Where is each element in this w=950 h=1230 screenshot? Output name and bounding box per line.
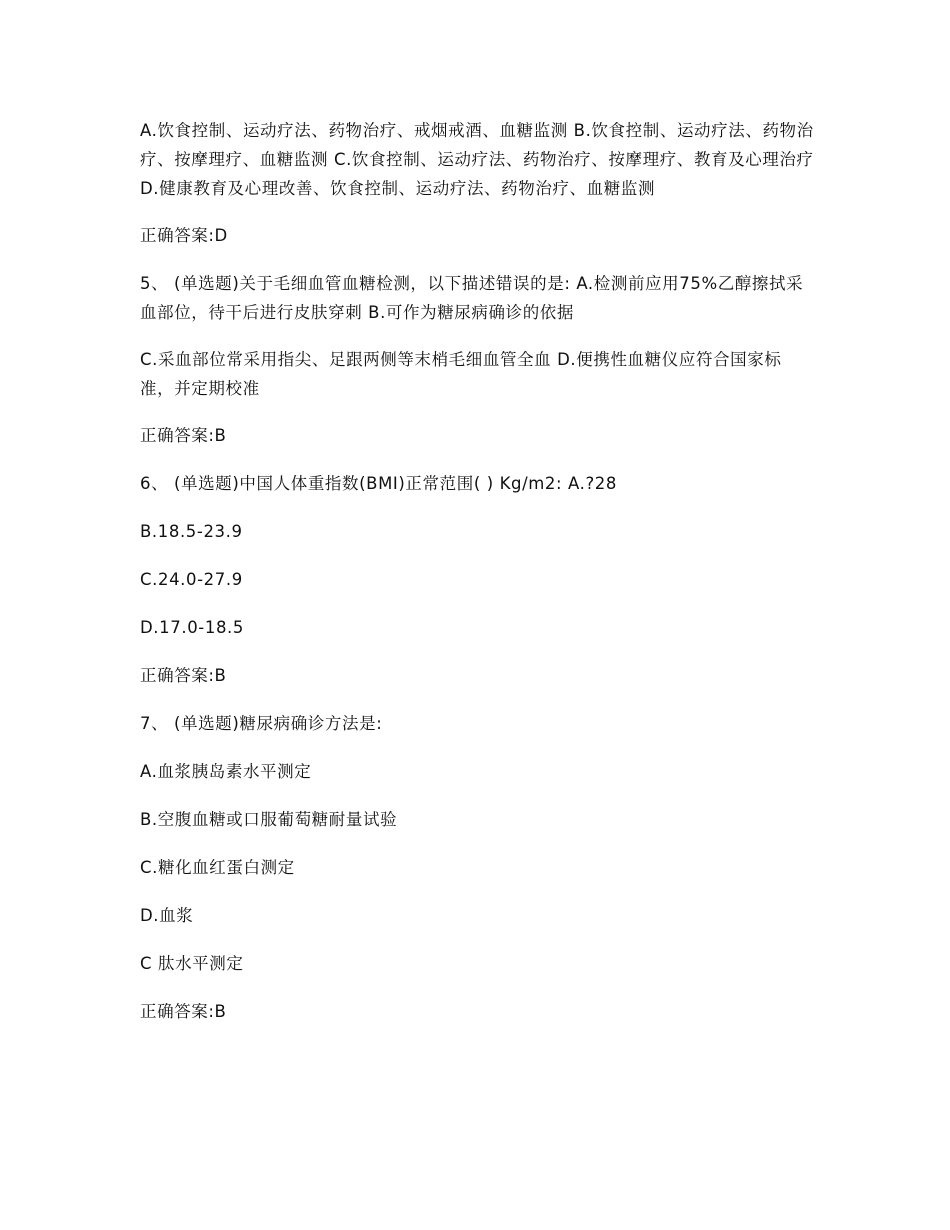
q6-option-d: D.17.0-18.5 bbox=[140, 618, 244, 637]
q7-option-d: D.血浆 bbox=[140, 906, 194, 925]
q5-question: 5、 (单选题)关于毛细血管血糖检测，以下描述错误的是: A.检测前应用75%乙醇擦拭采血部位，待干后进行皮肤穿刺 B.可作为糖尿病确诊的依据 bbox=[140, 274, 804, 322]
q5-answer: 正确答案:B bbox=[140, 426, 227, 445]
q6-answer: 正确答案:B bbox=[140, 666, 227, 685]
q7-answer: 正确答案:B bbox=[140, 1002, 227, 1021]
document-body bbox=[140, 116, 815, 1045]
q7-option-c: C.糖化血红蛋白测定 bbox=[140, 858, 295, 877]
q7-option-a: A.血浆胰岛素水平测定 bbox=[140, 762, 312, 781]
q7-option-d-continued: C 肽水平测定 bbox=[140, 954, 244, 973]
q4-options: A.饮食控制、运动疗法、药物治疗、戒烟戒酒、血糖监测 B.饮食控制、运动疗法、药物治疗、按摩理疗、血糖监测 C.饮食控制、运动疗法、药物治疗、按摩理疗、教育及心理治疗 D.健康教育及心理改善、饮食控制、运动疗法、药物治疗、血糖监测 bbox=[140, 121, 814, 198]
q6-question: 6、 (单选题)中国人体重指数(BMI)正常范围( ) Kg/m2: A.?28 bbox=[140, 474, 618, 493]
q6-option-c: C.24.0-27.9 bbox=[140, 570, 243, 589]
q6-option-b: B.18.5-23.9 bbox=[140, 522, 243, 541]
q7-question: 7、 (单选题)糖尿病确诊方法是: bbox=[140, 714, 383, 733]
q4-answer: 正确答案:D bbox=[140, 226, 228, 245]
q5-options: C.采血部位常采用指尖、足跟两侧等末梢毛细血管全血 D.便携性血糖仪应符合国家标准，并定期校准 bbox=[140, 350, 782, 398]
q7-option-b: B.空腹血糖或口服葡萄糖耐量试验 bbox=[140, 810, 398, 829]
